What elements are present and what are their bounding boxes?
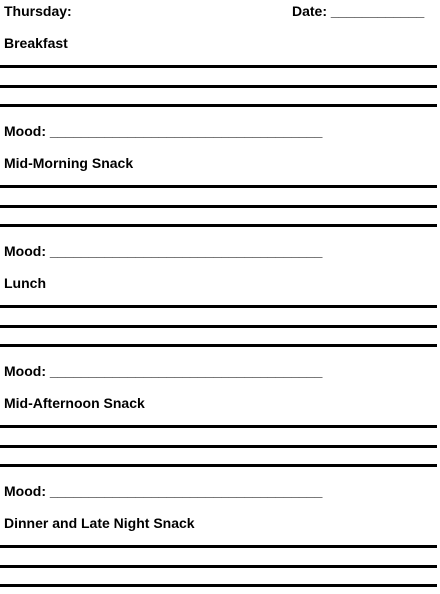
mood-field[interactable]: Mood: ___________________________________ — [4, 483, 323, 499]
writing-line[interactable] — [0, 224, 437, 227]
writing-line[interactable] — [0, 305, 437, 308]
writing-line[interactable] — [0, 464, 437, 467]
section-title-mid-morning-snack: Mid-Morning Snack — [4, 155, 134, 171]
writing-line[interactable] — [0, 104, 437, 107]
writing-line[interactable] — [0, 185, 437, 188]
writing-line[interactable] — [0, 584, 437, 587]
section-title-breakfast: Breakfast — [4, 35, 68, 51]
mood-field[interactable]: Mood: ___________________________________ — [4, 363, 323, 379]
section-title-dinner-and-late-night-snack: Dinner and Late Night Snack — [4, 515, 195, 531]
date-field[interactable]: Date: ____________ — [292, 3, 425, 19]
writing-line[interactable] — [0, 445, 437, 448]
writing-line[interactable] — [0, 425, 437, 428]
mood-field[interactable]: Mood: ___________________________________ — [4, 123, 323, 139]
writing-line[interactable] — [0, 205, 437, 208]
writing-line[interactable] — [0, 545, 437, 548]
writing-line[interactable] — [0, 325, 437, 328]
day-label: Thursday: — [4, 3, 72, 19]
writing-line[interactable] — [0, 65, 437, 68]
section-title-lunch: Lunch — [4, 275, 46, 291]
section-title-mid-afternoon-snack: Mid-Afternoon Snack — [4, 395, 145, 411]
mood-field[interactable]: Mood: ___________________________________ — [4, 243, 323, 259]
writing-line[interactable] — [0, 85, 437, 88]
writing-line[interactable] — [0, 344, 437, 347]
writing-line[interactable] — [0, 565, 437, 568]
